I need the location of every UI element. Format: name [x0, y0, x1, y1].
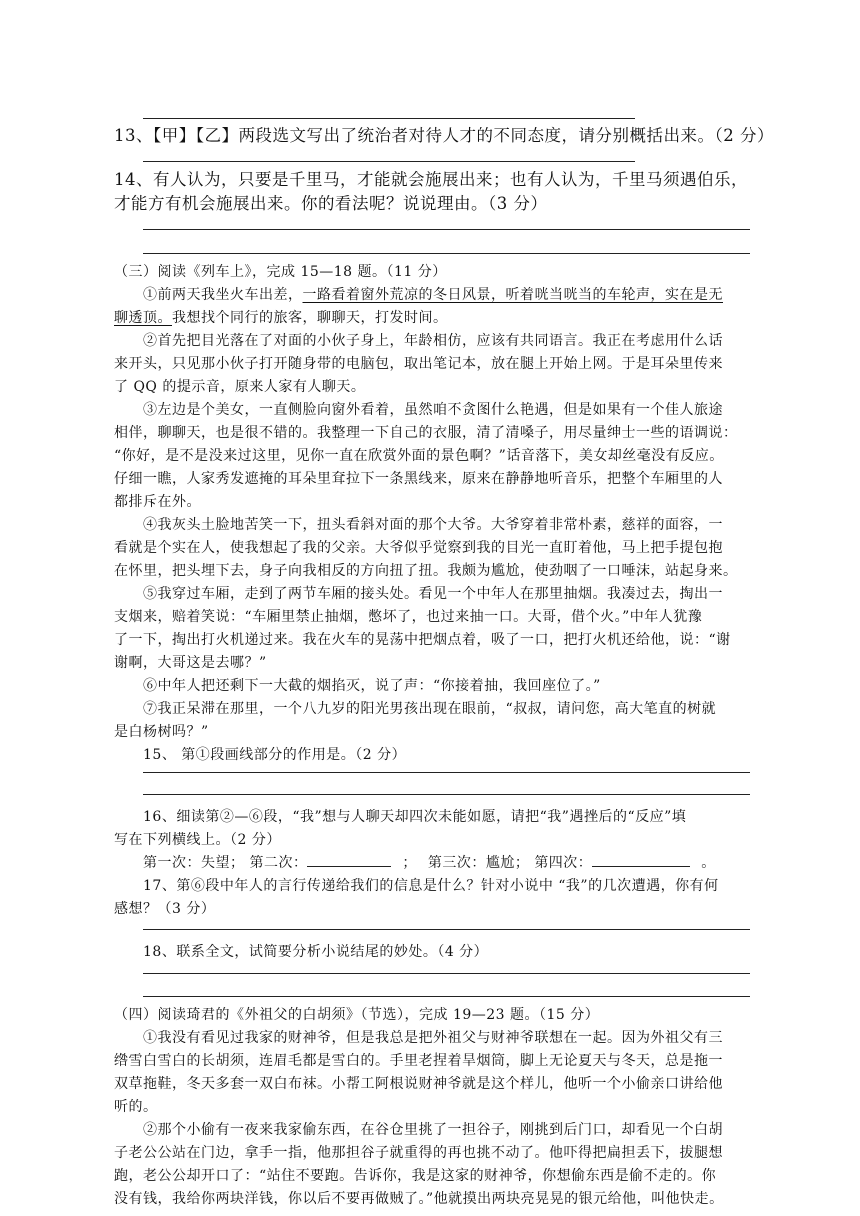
answer-line[interactable]	[143, 229, 750, 230]
paragraph-5-line: 支烟来，赔着笑说：“车厢里禁止抽烟，憋坏了，也过来抽一口。大哥，借个火。”中年人犹豫	[114, 609, 703, 625]
answer-line[interactable]	[143, 772, 750, 773]
fourth-reaction-label: 第四次：	[534, 855, 593, 871]
section-4-paragraph-1-line: 绺雪白雪白的长胡须，连眉毛都是雪白的。手里老捏着旱烟筒，脚上无论夏天与冬天，总是拖一	[114, 1053, 723, 1069]
paragraph-4-line: 看就是个实在人，使我想起了我的父亲。大爷似乎觉察到我的目光一直盯着他，马上把手提包抱	[114, 540, 723, 556]
question-16-answers	[143, 852, 716, 872]
answer-line[interactable]	[143, 973, 750, 974]
section-4-paragraph-2-line: 跑，老公公却开口了：“站住不要跑。告诉你，我是这家的财神爷，你想偷东西是偷不走的。你	[114, 1168, 717, 1184]
paragraph-2-line: 了 QQ 的提示音，原来人家有人聊天。	[114, 379, 366, 395]
paragraph-3-line: 相伴，聊聊天，也是很不错的。我整理一下自己的衣服，清了清嗓子，用尽量绅士一些的语调说：	[114, 425, 738, 441]
section-4-paragraph-1-line: ①我没有看见过我家的财神爷，但是我总是把外祖父与财神爷联想在一起。因为外祖父有三	[143, 1030, 723, 1046]
paragraph-2-line: ②首先把目光落在了对面的小伙子身上，年龄相仿，应该有共同语言。我正在考虑用什么话	[143, 333, 723, 349]
paragraph-2-line: 来开头，只见那小伙子打开随身带的电脑包，取出笔记本，放在腿上开始上网。于是耳朵里传来	[114, 356, 723, 372]
section-4-paragraph-2-line: 没有钱，我给你两块洋钱，你以后不要再做贼了。”他就摸出两块亮晃晃的银元给他，叫他快走。	[114, 1191, 724, 1207]
first-reaction: 第一次：失望；	[143, 855, 245, 871]
paragraph-1-line1	[143, 284, 723, 304]
underlined-passage: 一路看着窗外荒凉的冬日风景，听着咣当咣当的车轮声，实在是无	[302, 287, 723, 303]
paragraph-3-line: 仔细一瞧，人家秀发遮掩的耳朵里耷拉下一条黑线来，原来在静静地听音乐，把整个车厢里的人	[114, 471, 723, 487]
third-reaction: 第三次：尴尬；	[427, 855, 530, 871]
answer-line[interactable]	[143, 996, 750, 997]
paragraph-6: ⑥中年人把还剩下一大截的烟掐灭，说了声：“你接着抽，我回座位了。”	[143, 678, 601, 694]
paragraph-7-line: 是白杨树吗？”	[114, 724, 209, 740]
underlined-passage-end: 聊透顶。	[114, 310, 172, 326]
separator: ；	[402, 855, 417, 871]
question-14-line1: 14、有人认为，只要是千里马，才能就会施展出来；也有人认为，千里马须遇伯乐，	[114, 170, 748, 189]
section-4-heading: （四）阅读琦君的《外祖父的白胡须》（节选），完成 19—23 题。（15 分）	[114, 1007, 600, 1023]
question-16-line: 写在下列横线上。（2 分）	[114, 832, 281, 848]
paragraph-3-line: 都排斥在外。	[114, 494, 201, 510]
second-reaction-label: 第二次：	[249, 855, 308, 871]
question-15: 15、 第①段画线部分的作用是。（2 分）	[143, 747, 407, 763]
section-4-paragraph-2-line: ②那个小偷有一夜来我家偷东西，在谷仓里挑了一担谷子，刚挑到后门口，却看见一个白胡	[143, 1122, 723, 1138]
paragraph-3-line: ③左边是个美女，一直侧脸向窗外看着，虽然咱不贪图什么艳遇，但是如果有一个佳人旅途	[143, 402, 723, 418]
answer-line[interactable]	[143, 118, 635, 119]
answer-line[interactable]	[143, 794, 750, 795]
section-3-heading: （三）阅读《列车上》，完成 15—18 题。（11 分）	[114, 264, 447, 280]
sentence-end: 。	[701, 855, 716, 871]
paragraph-7-line: ⑦我正呆滞在那里，一个八九岁的阳光男孩出现在眼前，“叔叔，请问您，高大笔直的树就	[143, 701, 717, 717]
answer-line[interactable]	[143, 161, 635, 162]
section-4-paragraph-1-line: 听的。	[114, 1099, 158, 1115]
question-17-line: 17、第⑥段中年人的言行传递给我们的信息是什么？针对小说中 “我”的几次遭遇，你有何	[143, 878, 719, 894]
section-4-paragraph-2-line: 子老公公站在门边，拿手一指，他那担谷子就重得的再也挑不动了。他吓得把扁担丢下，拔腿想	[114, 1145, 723, 1161]
paragraph-4-line: 在怀里，把头埋下去，身子向我相反的方向扭了扭。我颇为尴尬，使劲咽了一口唾沫，站起身来。	[114, 563, 738, 579]
question-17-line: 感想？（3 分）	[114, 901, 216, 917]
second-reaction-blank[interactable]	[307, 852, 391, 867]
question-13: 13、【甲】【乙】两段选文写出了统治者对待人才的不同态度，请分别概括出来。（2 分）	[114, 126, 774, 145]
answer-line[interactable]	[143, 929, 750, 930]
paragraph-5-line: 谢啊，大哥这是去哪？”	[114, 655, 267, 671]
paragraph-5-line: ⑤我穿过车厢，走到了两节车厢的接头处。看见一个中年人在那里抽烟。我凑过去，掏出一	[143, 586, 723, 602]
paragraph-1-line2	[114, 307, 448, 327]
answer-line[interactable]	[143, 253, 750, 254]
section-4-paragraph-1-line: 双草拖鞋，冬天多套一双白布袜。小帮工阿根说财神爷就是这个样儿，他听一个小偷亲口讲给他	[114, 1076, 723, 1092]
fourth-reaction-blank[interactable]	[592, 852, 690, 867]
paragraph-5-line: 了一下，掏出打火机递过来。我在火车的晃荡中把烟点着，吸了一口，把打火机还给他，说：“谢	[114, 632, 731, 648]
paragraph-4-line: ④我灰头土脸地苦笑一下，扭头看斜对面的那个大爷。大爷穿着非常朴素，慈祥的面容，一	[143, 517, 723, 533]
paragraph-3-line: “你好，是不是没来过这里，见你一直在欣赏外面的景色啊？”话音落下，美女却丝毫没有反应。	[114, 448, 724, 464]
paragraph-1-rest: 我想找个同行的旅客，聊聊天，打发时间。	[172, 310, 448, 326]
question-16-line: 16、细读第②—⑥段，“我”想与人聊天却四次未能如愿，请把“我”遇挫后的“反应”填	[143, 809, 687, 825]
paragraph-1-prefix: ①前两天我坐火车出差，	[143, 287, 303, 303]
question-18: 18、联系全文，试简要分析小说结尾的妙处。（4 分）	[143, 944, 489, 960]
question-14-line2: 才能方有机会施展出来。你的看法呢？说说理由。（3 分）	[114, 194, 548, 213]
